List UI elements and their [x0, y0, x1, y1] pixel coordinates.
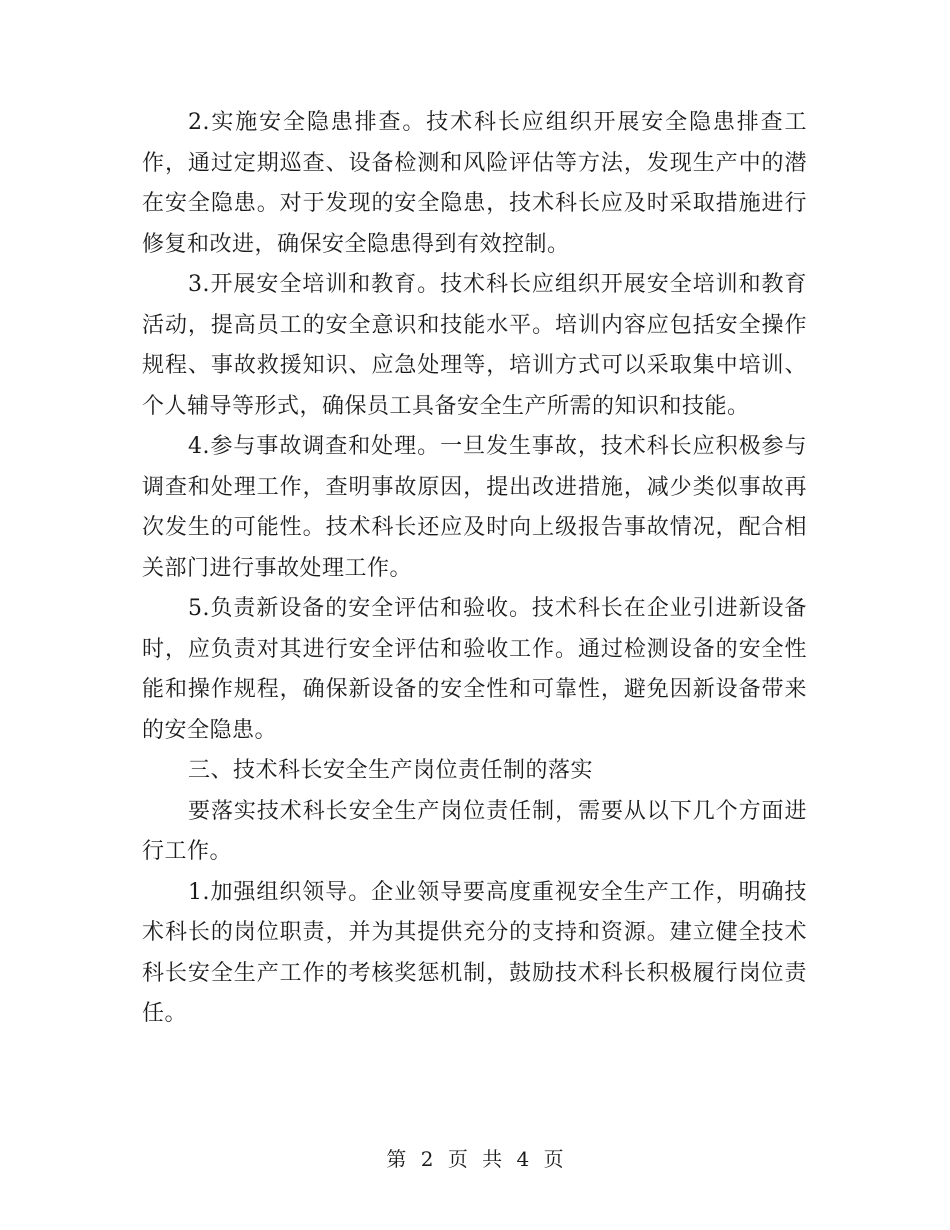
- section-heading-3: 三、技术科长安全生产岗位责任制的落实: [188, 758, 594, 783]
- page-number-footer: 第 2 页 共 4 页: [386, 1147, 564, 1171]
- section-intro: 要落实技术科长安全生产岗位责任制，需要从以下几个方面进行工作。: [142, 798, 807, 864]
- paragraph-item-4: 4.参与事故调查和处理。一旦发生事故，技术科长应积极参与调查和处理工作，查明事故原因，提出改进措施，减少类似事故再次发生的可能性。技术科长还应及时向上级报告事故情况，配合相关部门进行事故处理工作。: [142, 434, 807, 581]
- document-body: [142, 103, 807, 1035]
- paragraph-item-5: 5.负责新设备的安全评估和验收。技术科长在企业引进新设备时，应负责对其进行安全评估和验收工作。通过检测设备的安全性能和操作规程，确保新设备的安全性和可靠性，避免因新设备带来的安全隐患。: [142, 596, 807, 743]
- paragraph-item-2: 2.实施安全隐患排查。技术科长应组织开展安全隐患排查工作，通过定期巡查、设备检测和风险评估等方法，发现生产中的潜在安全隐患。对于发现的安全隐患，技术科长应及时采取措施进行修复和改进，确保安全隐患得到有效控制。: [142, 110, 807, 257]
- paragraph-item-3: 3.开展安全培训和教育。技术科长应组织开展安全培训和教育活动，提高员工的安全意识和技能水平。培训内容应包括安全操作规程、事故救援知识、应急处理等，培训方式可以采取集中培训、个人辅导等形式，确保员工具备安全生产所需的知识和技能。: [142, 272, 807, 419]
- paragraph-item-1: 1.加强组织领导。企业领导要高度重视安全生产工作，明确技术科长的岗位职责，并为其提供充分的支持和资源。建立健全技术科长安全生产工作的考核奖惩机制，鼓励技术科长积极履行岗位责任。: [142, 879, 807, 1026]
